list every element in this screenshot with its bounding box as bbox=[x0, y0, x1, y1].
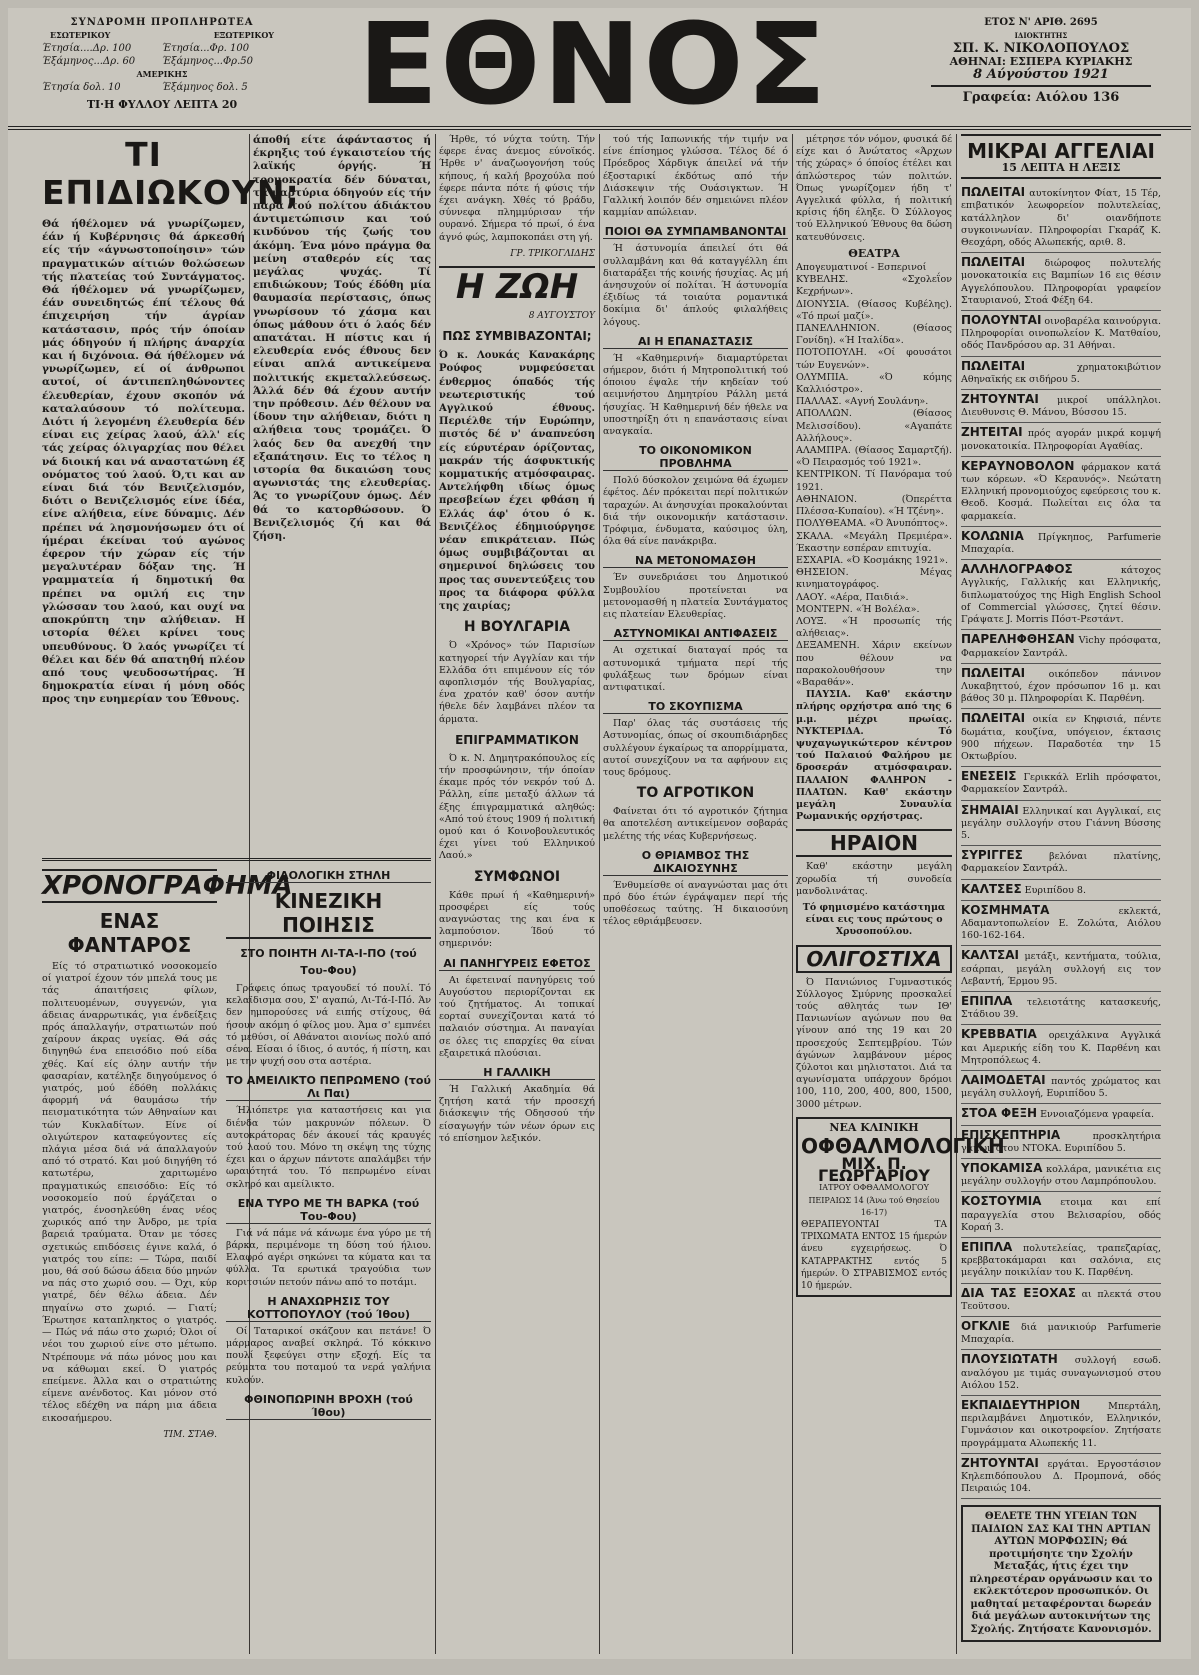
theaters-heading: ΘΕΑΤΡΑ bbox=[848, 246, 900, 260]
classified-ad bbox=[961, 527, 1161, 560]
classified-ad-text: οικόπεδον πάνινον Λυκαβηττού, έχον πρόσωπον 16 μ. και βάθος 30 μ. Πληροφορίαι Κ. Παρθένη. bbox=[961, 668, 1161, 705]
classified-ad-text: Γερικκάλ Erlih πρόσφατοι, Φαρμακείον Σαντράλ. bbox=[961, 772, 1161, 796]
theater-item: ΑΛΑΜΠΡΑ. (Θίασος Σαμαρτζή). «Ό Πειρασμός τού 1921». bbox=[796, 445, 952, 469]
oligostixa-body: Ό Πανιώνιος Γυμναστικός Σύλλογος Σμύρνης προσκαλεί τούς αθλητάς των ΙΘ' Πανιωνίων αγώνων που θα γίνουν από της 19 και 20 προσεχούς Σεπτεμβρίου. Τών άγώνων λαμβάνουν μέρος ζύλοτοι και μηλιστατοι. Διά τα αγωνίσματα υπάρχουν δρόμοι 100, 110, 200, 400, 800, 1500, 3000 μέτρων. bbox=[796, 976, 952, 1110]
rate-cell: Έτησία....Δρ. 100 bbox=[42, 43, 132, 54]
classified-ad-text: Ευριπίδου 8. bbox=[1021, 884, 1086, 896]
classified-ad-text: Μπερτάλη, περιλαμβάνει Δημοτικόν, Ελληνικόν, Γυμνάσιον και οικοτροφείον. Ζητήσατε προγράμματα Αλωπεκής 11. bbox=[961, 1401, 1161, 1449]
classified-ad bbox=[961, 664, 1161, 710]
classified-ad-text: Ελληνικαί και Αγγλικαί, εις μεγάλην συλλογήν στου Γιάννη Βύσσης 5. bbox=[961, 805, 1161, 841]
classified-ad-keyword: ΥΠΟΚΑΜΙΣΑ bbox=[961, 1161, 1043, 1175]
article-heading: ΝΑ ΜΕΤΟΝΟΜΑΣΘΗ bbox=[603, 554, 788, 568]
classified-ad-keyword: ΕΠΙΠΛΑ bbox=[961, 1240, 1013, 1255]
clinic-label: ΝΕΑ ΚΛΙΝΙΚΗ bbox=[829, 1120, 919, 1134]
classified-ad bbox=[961, 560, 1161, 630]
theater-item: ΑΠΟΛΛΩΝ. (Θίασος Μελισσίδου). «Αγαπάτε Αλλήλους». bbox=[796, 408, 952, 444]
classified-ad-text: κολλάρα, μανικέτια εις μεγάλην συλλογήν στου Λαμπρόπουλου. bbox=[961, 1164, 1161, 1188]
classified-ad-text: ορειχάλκινα Αγγλικά και Αμερικής είδη του Κ. Παρθένη και Μητροπόλεως 4. bbox=[961, 1030, 1161, 1066]
classified-ad bbox=[961, 767, 1161, 800]
theater-item: ΜΟΝΤΕΡΝ. «Ή Βολέλα». bbox=[796, 603, 920, 615]
poem-title: ΤΟ ΑΜΕΙΛΙΚΤΟ ΠΕΠΡΩΜΕΝΟ (τού Λι Παι) bbox=[226, 1074, 431, 1101]
theater-item: Απογευματινοί - Εσπερινοί bbox=[796, 262, 927, 274]
classified-ad-text: μετάξι, κεντήματα, τούλια, εσάρπαι, μεγάλη συλλογή εις τον Λεβαντή, Έρμου 95. bbox=[961, 951, 1161, 987]
classified-ad-keyword: ΠΩΛΕΙΤΑΙ bbox=[961, 665, 1026, 680]
article-body: Αι σχετικαί διαταγαί πρός τα αστυνομικά τμήματα περί τής φυλάξεως των δρόμων είναι αντιφατικαί. bbox=[603, 645, 788, 693]
classified-ad-text: διά μανικιούρ Parfumerie Μπαχαρία. bbox=[961, 1322, 1161, 1346]
article-body: Ό κ. Λουκάς Κανακάρης Ρούφος νυμφεύσεται ένθερμος όπαδός τής νεωτεριστικής τού Αγγλικού έθνους. Περιέλθε τήν Ευρώπην, πιστός δέ ν' άναπνεύση είς εύρυτέραν όρίζοντας, μακράν τής άσφυκτικής κομματικής ατμόσφαιρας. Αντελήφθη ιδίως όμως πρεσβείων έχει φθάση ή Ελλάς άφ' ότου ό κ. Βενιζέλος έδημιούργησε νέαν επικράτειαν. Πώς όμως συμβιβάζονται αι σημερινοί δηλώσεις του προς τας συνεντεύξεις του προς τα διάφορα φύλλα της χαιρίας; bbox=[439, 350, 595, 613]
lead-article-continued bbox=[253, 134, 431, 854]
classifieds-list bbox=[961, 183, 1161, 1499]
theater-item: ΟΛΥΜΠΙΑ. «Ό κόμης Καλλιόστρο». bbox=[796, 371, 952, 396]
chinese-poetry-title: ΚΙΝΕΖΙΚΗ ΠΟΙΗΣΙΣ bbox=[226, 889, 431, 939]
column-rule bbox=[792, 134, 793, 1654]
philology-section bbox=[226, 863, 431, 1653]
theater-item: ΕΣΧΑΡΙΑ. «Ό Κοσμάκης 1921». bbox=[796, 554, 948, 566]
classified-ad bbox=[961, 880, 1161, 901]
classified-ad bbox=[961, 457, 1161, 527]
article-body: Έν συνεδριάσει του Δημοτικού Συμβουλίου προτείνεται να μετονομασθή η πλατεία Συντάγματος εις πλατείαν Ελευθερίας. bbox=[603, 572, 788, 621]
classified-ad bbox=[961, 1396, 1161, 1454]
chronographima-signature: ΤΙΜ. ΣΤΑΘ. bbox=[163, 1429, 217, 1440]
classified-ad bbox=[961, 1238, 1161, 1284]
article-heading: Η ΓΑΛΛΙΚΗ bbox=[439, 1066, 595, 1080]
subscription-box bbox=[42, 16, 282, 111]
article-body: Φαίνεται ότι τό αγροτικόν ζήτημα θα αποτελέση αντικείμενον σοβαράς μελέτης τής νέας Κυβερνήσεως. bbox=[603, 806, 788, 842]
classified-ad-text: οινοβαρέλα καινούργια. Πληροφορίαι οινοπωλείον Κ. Ματθαίου, οδός Πανδρόσου αρ. 31 Αθήναι. bbox=[961, 316, 1162, 352]
article-body: Παρ' όλας τάς συστάσεις τής Αστυνομίας, όπως οί σκουπιδιάρηδες συλλέγουν έγκαίρως τα απορρίμματα, αυτοί συνεχίζουν να τα αφήνουν εις τους δρόμους. bbox=[603, 718, 788, 778]
classified-ad-text: αυτοκίνητον Φίατ, 15 Τέρ, επιβατικόν λεωφορείον πολυτελείας, κατάλληλον δι' οιανδήποτε συγκοινωνίαν. Πληροφορίαι Γκαράζ Κ. Θεοχάρη, οδός Αλωπεκής, αριθ. 8. bbox=[961, 188, 1161, 249]
issue-date: 8 Αύγούστου 1921 bbox=[973, 67, 1109, 82]
store-ad: Τό φημισμένο κατάστημα είναι εις τους πρώτους ο Χρυσοπούλου. bbox=[802, 901, 946, 938]
article-body: Ένθυμείσθε οί αναγνώσται μας ότι πρό δύο έτών έγράψαμεν περί τής υποθέσεως ταύτης. Ή δικαιοσύνη τέλος εθριάμβευσεν. bbox=[603, 879, 788, 928]
classified-ad-text: χρηματοκιβώτιον Αθηναϊκής εκ σιδήρου 5. bbox=[961, 361, 1161, 385]
classified-ad-text: πολυτελείας, τραπεζαρίας, κρεββατοκάμαραι και σαλόνια, εις μεγάλην ποικιλίαν του Κ. Παρθένη. bbox=[961, 1243, 1161, 1279]
classified-ad bbox=[961, 253, 1161, 311]
col-interior-label: ΕΣΩΤΕΡΙΚΟΥ bbox=[50, 30, 111, 40]
owner-label: ΙΔΙΟΚΤΗΤΗΣ bbox=[1014, 31, 1068, 40]
column-4 bbox=[603, 134, 788, 1654]
philology-column-label: ΦΙΛΟΛΟΓΙΚΗ ΣΤΗΛΗ bbox=[226, 869, 431, 883]
classified-ad-text: συλλογή εσωδ. αναλόγου με τιμάς συναγωνισμού στου Αιόλου 152. bbox=[961, 1355, 1161, 1391]
classified-ad bbox=[961, 992, 1161, 1025]
classified-ad-keyword: ΚΟΣΜΗΜΑΤΑ bbox=[961, 902, 1050, 917]
article-body: Αι έφετειναί πανηγύρεις τού Αυγούστου περιορίζονται εκ τού ζητήματος. Αι τοπικαί εορταί συνεχίζονται κατά τό παλαιόν σύστημα. Αι παναγίαι σε όλες τις επαρχίες θα είναι εξαιρετικά πλούσιαι. bbox=[439, 974, 595, 1059]
classifieds-subtitle: 15 ΛΕΠΤΑ Η ΛΕΞΙΣ bbox=[961, 162, 1161, 179]
classified-ad-keyword: ΠΑΡΕΛΗΦΘΗΣΑΝ bbox=[961, 632, 1075, 647]
classified-ad-text: Πρίγκηπος, Parfumerie Μπαχαρία. bbox=[961, 531, 1161, 556]
classified-ad bbox=[961, 801, 1161, 847]
classified-ad-keyword: ΚΡΕΒΒΑΤΙΑ bbox=[961, 1027, 1037, 1042]
classified-ad-keyword: ΕΠΙΣΚΕΠΤΗΡΙΑ bbox=[961, 1127, 1061, 1142]
classified-ad-keyword: ΠΩΛΕΙΤΑΙ bbox=[961, 711, 1026, 726]
classified-ad-text: φάρμακον κατά των κόρεων. «Ό Κεραυνός». Νεώτατη Ελληνική προνομιούχος εφεύρεσις του κ. Θεοδ. Κοσμά. Πωλείται εις όλα τα φαρμακεία. bbox=[961, 461, 1161, 522]
classified-ad bbox=[961, 901, 1161, 947]
theater-item: ΔΕΞΑΜΕΝΗ. Χάριν εκείνων που θέλουν να παρακολουθήσουν την «Βαραθάν». bbox=[796, 640, 952, 688]
theater-item: ΚΥΒΕΛΗΣ. «Σχολεΐον Κεχρήνων». bbox=[796, 274, 952, 298]
classified-ad-text: εργάται. Εργοστάσιον Κηλεπιδόπουλου Δ. Προμπονά, οδός Πειραιώς 104. bbox=[961, 1458, 1161, 1495]
chronographima-subtitle: ΕΝΑΣ ΦΑΝΤΑΡΟΣ bbox=[67, 909, 192, 957]
classified-ad-keyword: ΑΛΛΗΛΟΓΡΑΦΟΣ bbox=[961, 562, 1073, 577]
issue-info bbox=[931, 16, 1151, 104]
zoi-section-title: Η ΖΩΗ bbox=[439, 266, 595, 306]
classified-ad-keyword: ΚΑΛΤΣΕΣ bbox=[961, 881, 1022, 896]
rate-cell: Έτησία...Φρ. 100 bbox=[162, 43, 250, 54]
rate-cell: Έξάμηνος...Φρ.50 bbox=[162, 56, 253, 67]
column-3 bbox=[439, 134, 595, 1654]
classified-ad-keyword: ΕΠΙΠΛΑ bbox=[961, 993, 1013, 1008]
article-body: Ή άστυνομία άπειλεί ότι θά συλλαμβάνη και θά καταγγέλλη έπι διαταράξει τής κοινής ήσυχίας. Ας μή άνησυχούν οί πολίται. Ή άστυνομία έξιδίως τά τοιαύτα ρομαντικά δοκίμια δι' άπλούς φιλαλήθεις λόγους. bbox=[603, 243, 788, 328]
classified-ad bbox=[961, 357, 1161, 390]
theater-item: ΑΘΗΝΑΙΟΝ. (Όπερέττα Πλέσσα-Κυπαίου). «Ή Τζένη». bbox=[796, 493, 952, 518]
feuilleton-text: Ήρθε, τό νύχτα τούτη. Τήν έφερε ένας άνεμος εύνοϊκός. Ήρθε ν' άναζωογονήση τούς κήπους, ή καλή βροχούλα πού έφερε πάντα πότε ή φύσις τήν έχει ανάγκη. Χθές τό βράδυ, σύννεφα πλημμύρισαν τήν ουρανό. Σήμερα τό πρωί, ό ένα άγνό φώς, λαμποκοπάει στη γή. bbox=[439, 134, 595, 243]
classified-ad-text: ετοιμα και επί παραγγελία στου Βελισαρίου, οδός Κοραή 3. bbox=[961, 1197, 1161, 1233]
classified-ad-text: παντός χρώματος και μεγάλη συλλογή, Ευριπίδου 5. bbox=[961, 1075, 1161, 1100]
school-ad: ΘΕΛΕΤΕ ΤΗΝ ΥΓΕΙΑΝ ΤΩΝ ΠΑΙΔΙΩΝ ΣΑΣ ΚΑΙ ΤΗΝ ΑΡΤΙΑΝ ΑΥΤΩΝ ΜΟΡΦΩΣΙΝ; Θά προτιμήσητε την Σχολήν Μεταξάς, ήτις έχει την πληρεστέραν οργάνωσιν και το εκλεκτότερον προσωπικόν. Οι μαθηταί μεταφέρονται δωρεάν διά μεγάλων αυτοκινήτων της Σχολής. Ζητήσατε Κανονισμόν. bbox=[961, 1505, 1161, 1642]
article-heading: ΕΠΙΓΡΑΜΜΑΤΙΚΟΝ bbox=[455, 732, 579, 747]
article-heading: ΠΩΣ ΣΥΜΒΙΒΑΖΟΝΤΑΙ; bbox=[442, 329, 592, 344]
classified-ad-keyword: ΠΩΛΕΙΤΑΙ bbox=[961, 358, 1026, 373]
classified-ad-keyword: ΚΑΛΤΣΑΙ bbox=[961, 948, 1020, 963]
column-rule bbox=[956, 134, 957, 1654]
owner-name: ΣΠ. Κ. ΝΙΚΟΛΟΠΟΥΛΟΣ bbox=[952, 41, 1130, 56]
classified-ad-text: προσκλητήρια γάμων στου ΝΤΟΚΑ. Ευριπίδου 5. bbox=[961, 1130, 1161, 1154]
article-heading: ΠΟΙΟΙ ΘΑ ΣΥΜΠΑΜΒΑΝΟΝΤΑΙ bbox=[604, 225, 787, 239]
masthead bbox=[8, 0, 1191, 130]
article-body: Ή Γαλλική Ακαδημία θά ζητήση κατά τήν προσεχή διάσκεψιν τής Οδησσού τήν είσαγωγήν τών νέων όρων εις τό επίσημον λεξικόν. bbox=[439, 1083, 595, 1144]
lead-article-body: Θά ήθέλομεν νά γνωρίζωμεν, έάν ή Κυβέρνησις θά άρκεσθή είς τήν «άγνωστοποίησιν» τών πραγματικών αίτιών θολώσεων τής πλατείας τού Συντάγματος. Θά ήθέλομεν νά γνωρίζωμεν, έάν συνειδητώς έπί τέλους θά έπιχειρήση τήν άγρίαν κατάστασιν, πρός τήν όποίαν μάς όδηγούν ή πλήρης άναρχία και ή διχόνοια. Θά ήθέλομεν νά γνωρίζωμεν, εί οί άνθρωποι αυτοί, οί άντιπεπληθώνοντες έλευθερίαν, έχουν σκοπόν νά καταλαύσουν τό πολίτευμα. Διότι ή λεγομένη έλευθερία δέν είναι εις χείρας λαού, άλλ' είς τάς χείρας όλιγαρχίας που θέλει νά διοική και νά αναστατώνη έξ ονόματος τού λαού. Ό,τι και αν είναι διά τόν Βενιζελισμόν, διότι ο Βενιζελισμός είνε ίδέα, είνε αλήθεια, είνε δύναμις. Δέν πρέπει νά λησμονήσωμεν ότι οί ήμέραι έκείναι τού αγώνος έφερον τήν χώραν είς τήν μεγαλυτέραν δόξαν της. Ή γραμματεία ή δημοτική θα πρέπει να ομιλή εις την γλώσσαν του λαού, και ουχί να αποκρύπτη την αλήθειαν. Η ιστορία θέλει κρίνει τους υπευθύνους. Ό λαός γνωρίζει τί θέλει και δέν θά απατηθή πλέον από τους ψευδοσωτήρας. Ή δημοκρατία είναι ή μόνη οδός προς την ευημερίαν του Έθνους. bbox=[42, 218, 245, 706]
classified-ad-keyword: ΠΩΛΕΙΤΑΙ bbox=[961, 255, 1026, 270]
rate-cell: Έτησία δολ. 10 bbox=[42, 82, 121, 93]
classified-ad bbox=[961, 1192, 1161, 1238]
column-rule bbox=[599, 134, 600, 1654]
article-body: Ό κ. Ν. Δημητρακόπουλος είς τήν προσφώνησιν, τήν όποίαν έκαμε πρός τόν νεκρόν τού Δ. Ράλλη, είπε μεταξύ άλλων τά έξης έπιγραμματικά αληθώς: «Από τού έτους 1909 ή πολιτική ομού και ό Κοινοβουλευτικός έχει γίνει τού Ελληνικού Λαού.» bbox=[439, 752, 595, 862]
classified-ad-keyword: ΖΗΤΕΙΤΑΙ bbox=[961, 425, 1023, 440]
article-heading: ΑΙ ΠΑΝΗΓΥΡΕΙΣ ΕΦΕΤΟΣ bbox=[439, 957, 595, 971]
classified-ad-text: εκλεκτά, Αδαμαντοπωλείον Ε. Ζολώτα, Αιόλου 160-162-164. bbox=[961, 905, 1161, 942]
classified-ad-keyword: ΠΩΛΕΙΤΑΙ bbox=[961, 185, 1026, 200]
classified-ad-text: τελειοτάτης κατασκευής, Στάδιου 39. bbox=[961, 996, 1161, 1021]
classified-ad-keyword: ΟΓΚΛΙΕ bbox=[961, 1319, 1011, 1334]
classified-ad-text: διώροφος πολυτελής μονοκατοικία εις Βαμπίων 16 εις θέσιν Αγγελόπουλου. Πληροφορίαι γραφείον Σταυριανού, Στοά Φέξη 64. bbox=[961, 258, 1161, 306]
theaters-list bbox=[796, 262, 952, 689]
article-heading: ΑΙ Η ΕΠΑΝΑΣΤΑΣΙΣ bbox=[603, 335, 788, 349]
classified-ad bbox=[961, 1454, 1161, 1500]
oligostixa-heading: ΟΛΙΓΟΣΤΙΧΑ bbox=[796, 945, 952, 973]
theater-item: ΠΑΛΛΑΣ. «Αγνή Σουλάνη». bbox=[796, 396, 929, 408]
column-rule bbox=[435, 134, 436, 1654]
chronographima-section bbox=[42, 863, 293, 1653]
classified-ad bbox=[961, 1071, 1161, 1104]
classified-ad bbox=[961, 183, 1161, 253]
clinic-address: ΙΑΤΡΟΥ ΟΦΘΑΛΜΟΛΟΓΟΥ ΠΕΙΡΑΙΩΣ 14 (Άνω τού Θησείου 16-17) bbox=[808, 1183, 940, 1217]
article-body: Ή «Καθημερινή» διαμαρτύρεται σήμερον, διότι ή Μητροπολιτική τού όποιου έψαλε τήν κηδείαν τού αειμνήστου Δημητρίου Ράλλη μετά ήσυχίας. Ή Καθημερινή δέν ήθελε να υποστηρίξη ότι η επανάστασις είναι αναγκαία. bbox=[603, 352, 788, 438]
classified-ad-text: μικροί υπάλληλοι. Διευθυνσις Θ. Μάνου, Βύσσου 15. bbox=[961, 395, 1161, 419]
classified-ad bbox=[961, 311, 1161, 357]
article-body: Ό «Χρόνος» τών Παρισίων κατηγορεί τήν Αγγλίαν και τήν Ελλάδα ότι επιμένουν είς τόν αφοπλισμόν τής Βουλγαρίας, ένα χρατόν καθ' όσον αυτήν ήθελε δέν λαμβάνει πλέον τα άρματα. bbox=[439, 640, 595, 725]
poem-body: Ήλιόπετρε για καταστήσεις και για διένδα τών μακρυνών πόλεων. Ό αυτοκράτορας δέν άκουεί τάς κραυγές τού λαού του. Μόνο τη σκέψη της τύχης έχει και ο άρχων πάντοτε απαλάμβει τήν ωραιότητά του. Τό πεπρωμένο είναι σκληρό και αμείλικτο. bbox=[226, 1105, 431, 1190]
article-body: τού τής Ιαπωνικής τήν τιμήν να είνε έπίσημος γλώσσα. Τέλος δέ ό Πρόεδρος Χάρδιγκ άπειλεί νά τήν έξοσταρικί έκδότως από τήν Διάσκεψιν τής Ουάσιγκτων. Ή Γαλλική λοιπόν δέν σημειώνει πλέον καμμίαν απώλειαν. bbox=[603, 134, 788, 219]
classified-ad-text: αι πλεκτά στου Τεοϋτσου. bbox=[961, 1288, 1162, 1312]
classified-ad-keyword: ΚΕΡΑΥΝΟΒΟΛΟΝ bbox=[961, 458, 1075, 473]
theater-item: ΣΚΑΛΑ. «Μεγάλη Πρεμιέρα». Έκαστην εσπέραν επιτυχία. bbox=[796, 530, 952, 554]
hraion-body: Καθ' εκάστην μεγάλη χορωδία τή συνοδεία μανδολινάτας. bbox=[796, 861, 952, 897]
classified-ad bbox=[961, 946, 1161, 992]
rate-cell: Έξάμηνος δολ. 5 bbox=[162, 82, 248, 93]
article-heading: ΣΥΜΦΩΝΟΙ bbox=[473, 868, 561, 885]
classified-ad-keyword: ΣΥΡΙΓΓΕΣ bbox=[961, 848, 1023, 863]
poem-title: Η ΑΝΑΧΩΡΗΣΙΣ ΤΟΥ ΚΟΤΤΟΠΟΥΛΟΥ (τού Ίθου) bbox=[226, 1295, 431, 1322]
article-heading: ΤΟ ΟΙΚΟΝΟΜΙΚΟΝ ΠΡΟΒΛΗΜΑ bbox=[603, 444, 788, 471]
poem-body: Γράφεις όπως τραγουδεί τό πουλί. Τό κελαϊδισμα σου, Σ' αγαπώ, Λι-Τά-Ι-Πό. Άν δεν ημπορούσες νά ειπής στίχους, θά ήσουν ακόμη ό φίλος μου. Άμα σ' εμπνέει τό μεθύσι, οί Αθάνατοι αιονίως πολύ από σένα. Είσαι ό ίδιος, ό αυτός, ή πίστη, και με την ψυχή σου στα αστέρια. bbox=[226, 983, 431, 1068]
classified-ad-keyword: ΠΟΛΟΥΝΤΑΙ bbox=[961, 313, 1042, 328]
feuilleton-signature: ΓΡ. ΤΡΙΚΟΓΛΙΔΗΣ bbox=[510, 248, 595, 259]
article-body: Κάθε πρωί ή «Καθημερινή» προσφέρει είς τούς αναγνώστας της και ένα κ λαμπούσιον. Ίδού τό σημερινόν: bbox=[439, 889, 595, 950]
classified-ad-keyword: ΖΗΤΟΥΝΤΑΙ bbox=[961, 392, 1039, 407]
article-heading: ΤΟ ΣΚΟΥΠΙΣΜΑ bbox=[603, 700, 788, 714]
theater-item: ΔΙΟΝΥΣΙΑ. (Θίασος Κυβέλης). «Τό πρωί μαζί». bbox=[796, 298, 952, 322]
city-line: ΑΘΗΝΑΙ: ΕΣΠΕΡΑ ΚΥΡΙΑΚΗΣ bbox=[949, 55, 1133, 68]
classified-ad bbox=[961, 390, 1161, 423]
classified-ad bbox=[961, 1317, 1161, 1350]
classified-ad-text: Vichy πρόσφατα, Φαρμακείον Σαντράλ. bbox=[961, 635, 1161, 659]
article-heading: ΑΣΤΥΝΟΜΙΚΑΙ ΑΝΤΙΦΑΣΕΙΣ bbox=[603, 627, 788, 641]
article-body: Πολύ δύσκολον χειμώνα θά έχωμεν έφέτος. Δέν πρόκειται περί πολιτικών ταραχών. Αι άνησυχίαι προκαλούνται διά τήν οικονομικήν κατάστασιν. Τρόφιμα, ένδυματα, καύσιμος ύλη, όλα θά είνε πανάκριβα. bbox=[603, 475, 788, 548]
classified-ad bbox=[961, 1025, 1161, 1071]
classified-ad-keyword: ΕΚΠΑΙΔΕΥΤΗΡΙΟΝ bbox=[961, 1398, 1081, 1413]
hraion-heading: ΗΡΑΙΟΝ bbox=[796, 829, 952, 857]
classified-ad bbox=[961, 630, 1161, 663]
classified-ad-keyword: ΣΗΜΑΙΑΙ bbox=[961, 802, 1019, 817]
classified-ad-keyword: ΚΟΛΩΝΙΑ bbox=[961, 528, 1024, 543]
poem-body: Οί Ταταρικοί σκάζουν και πετάνε! Ό μάρμαρος αναβεί σκληρά. Τό κόκκινο πουλί ξεφεύγει στην εξοχή. Είς τα ρεύματα του ποταμού τα νερά γαλήνια κυλούν. bbox=[226, 1325, 431, 1386]
col-exterior-label: ΕΞΩΤΕΡΙΚΟΥ bbox=[213, 30, 274, 40]
classified-ad-keyword: ΣΤΟΑ ΦΕΞΗ bbox=[961, 1106, 1038, 1121]
chronographima-body: Είς τό στρατιωτικό νοσοκομείο οί γιατροί έχουν τόν μπελά τους με τάς άπαιτήσεις φίλων, πολιτευομένων, συγγενών, για άδειας άναρρωτικάς, για ένδείξεις πρός άπαλλαγήν, στρατιωτών πού χαίρουν άκρας υγείας. Θά σάς διηγηθώ ένα επεισόδιο πού είδα χθές. Καί είς όλην αυτήν τήν φασαρίαν, κατέληξε διηγούμενος ό γιατρός, μού έδόθη πολλάκις άφορμή νά θαυμάσω τήν πεισματικότητα τών Αθηναίων και τών Κυκλαδίτων. Είνε οί ολιγώτερον καταφεύγοντες είς πλάγια μέσα διά νά άπαλλαγούν από τό στρατό. Και μού διηγήθη τό κατωτέρω, χαριτωμένο πραγματικώς επεισόδιο: Είς τό νοσοκομείο πού έργάζεται ο γιατρός, ένοσηλεύθη ένας νέος χωρικός από την Άνδρο, με τρία βαρειά τραύματα. Όταν με τόσες σχετικώς επιδόσεις έγινε καλά, ό γιατρός του είπε: — Τώρα, παιδί μου, θά σού δώσω άδεια δύο μηνών να πάς στο χωριό σου. — Όχι, κύρ γιατρέ, δέν θέλω άδεια. Δέν πηγαίνω στο χωριό. — Γιατί; Έρωτησε καταπληκτος ο γιατρός. — Πώς νά πάω στο χωριό; Όλοι οί νέοι του χωριού είνε στο μέτωπο. Ντρέπουμε νά πάω μόνος μου και να κάθωμαι εκεί. Ό γιατρός επείμενε. Άλλα και ο στρατιώτης είμενε ανένδοτος. Και μόνον στό τέλος εδέχθη να πάρη μια άδεια εικοσαήμερου. bbox=[42, 961, 217, 1424]
theater-item: ΠΟΤΟΠΟΥΛΗ. «Οί φουσάτοι τών Ευγενών». bbox=[796, 347, 952, 371]
classified-ad-text: βελόναι πλατίνης, Φαρμακείον Σαντράλ. bbox=[961, 851, 1161, 875]
classified-ad-text: πρός αγοράν μικρά κομψή μονοκατοικία. Πληροφορίαι Αγαθίας. bbox=[961, 428, 1161, 452]
poem-title: ΣΤΟ ΠΟΙΗΤΗ ΛΙ-ΤΑ-Ι-ΠΟ (τού Του-Φου) bbox=[240, 947, 417, 977]
classifieds-column bbox=[961, 134, 1161, 1654]
lead-article-title: ΤΙ ΕΠΙΔΙΩΚΟΥΝ; bbox=[42, 135, 300, 212]
classified-ad-text: κάτοχος Αγγλικής, Γαλλικής και Ελληνικής, διπλωματούχος της High English School of Commercial γλώσσες, ζητεί θέσιν. Γράψατε J. Morris Πόστ-Ρεστάντ. bbox=[961, 565, 1161, 626]
zoi-date: 8 ΑΥΓΟΥΣΤΟΥ bbox=[528, 311, 595, 322]
newspaper-logo: ΕΘΝΟΣ bbox=[357, 0, 829, 130]
clinic-body: ΘΕΡΑΠΕΥΟΝΤΑΙ ΤΑ ΤΡΙΧΩΜΑΤΑ ΕΝΤΟΣ 15 ήμερών άνευ εγχειρήσεως. Ό ΚΑΤΑΡΡΑΚΤΗΣ εντός 5 ήμερών. Ό ΣΤΡΑΒΙΣΜΟΣ εντός 10 ήμερών. bbox=[801, 1220, 947, 1292]
rate-cell: Έξάμηνος...Δρ. 60 bbox=[42, 56, 136, 67]
offices-address: Γραφεία: Αιόλου 136 bbox=[962, 90, 1120, 105]
classified-ad-keyword: ΖΗΤΟΥΝΤΑΙ bbox=[961, 1455, 1039, 1470]
classified-ad bbox=[961, 1350, 1161, 1396]
classified-ad-keyword: ΠΛΟΥΣΙΩΤΑΤΗ bbox=[961, 1352, 1058, 1367]
lead-article-body-cont: άποθή είτε άφάνταστος ή έκρηξις τού έγκαιστείου τής λαϊκής όργής. Ή τρομοκρατία δέν δύναται, τά μαρτύρια όδηγούν είς τήν παρά τού πολίτου άδιάκτου άντιμετώπισιν και τού κινδύνου τής ζωής του άκόμη. Ένα μόνο πράγμα θα μείνη σταθερόν είς τας μεγάλας ψυχάς. Τί επιδιώκουν; Τούς έδόθη μία θαυμασία περίστασις, όπως γνωρίσουν τό χάσμα και όπως μάθουν ότι ό λαός δέν απατάται. Η πίστις και ή ελευθερία ενός έθνους δεν είναι απλά αντικείμενα πολιτικής εκμεταλλεύσεως. Άλλά δέν θά έχουν αυτήν την πρόθεσιν. Δέν θέλουν να ίδουν την αλήθειαν, διότι η αλήθεια τους τρομάζει. Ό λαός δεν θα ανεχθή την εξαπάτησιν. Εις το τέλος η ιστορία θα δικαιώση τους αγωνιστάς της ελευθερίας. Άς το γνωρίζουν όμως. Δέν θά το κατορθώσουν. Ό Βενιζελισμός ζή και θά ζήση. bbox=[253, 134, 431, 543]
entertainment-listings: ΠΑΥΣΙΑ. Καθ' εκάστην πλήρης ορχήστρα από της 6 μ.μ. μέχρι πρωίας. ΝΥΚΤΕΡΙΔΑ. Τό ψυχαγωγικώτερον κέντρον τού Παλαιού Φαλήρου με δροσεράν ατμόσφαιραν. ΠΑΛΑΙΟΝ ΦΑΛΗΡΟΝ - ΠΛΑΤΩΝ. Καθ' εκάστην μεγάλη Συναυλία Ρωμανικής ορχήστρας. bbox=[796, 689, 952, 823]
classified-ad bbox=[961, 1104, 1161, 1125]
poem-title: ΕΝΑ ΤΥΡΟ ΜΕ ΤΗ ΒΑΡΚΑ (τού Του-Φου) bbox=[226, 1197, 431, 1224]
classified-ad bbox=[961, 1126, 1161, 1159]
theater-item: ΛΑΟΥ. «Αέρα, Παιδιά». bbox=[796, 591, 909, 603]
theater-item: ΘΗΣΕΙΟΝ. Μέγας κινηματογράφος. bbox=[796, 567, 952, 591]
classified-ad-text: οικία εν Κηφισιά, πέντε δωμάτια, κουζίνα, υπόγειον, έκτασις 900 πήχεων. Παραδοτέα την 15 Οκτωβρίου. bbox=[961, 714, 1161, 762]
poem-title: ΦΘΙΝΟΠΩΡΙΝΗ ΒΡΟΧΗ (τού Ίθου) bbox=[226, 1393, 431, 1420]
classified-ad-keyword: ΛΑΙΜΟΔΕΤΑΙ bbox=[961, 1072, 1046, 1087]
classified-ad bbox=[961, 423, 1161, 456]
classified-ad bbox=[961, 846, 1161, 879]
theater-item: ΠΑΝΕΛΛΗΝΙΟΝ. (Θίασος Γονίδη). «Ή Ιταλίδα». bbox=[796, 323, 952, 347]
rate-cell: ΑΜΕΡΙΚΗΣ bbox=[136, 69, 188, 79]
classified-ad-keyword: ΕΝΕΣΕΙΣ bbox=[961, 769, 1017, 784]
theater-item: ΛΟΥΞ. «Ή προσωπίς τής αλήθειας». bbox=[796, 615, 952, 640]
classified-ad bbox=[961, 1284, 1161, 1317]
classified-ad-keyword: ΚΟΣΤΟΥΜΙΑ bbox=[961, 1194, 1042, 1209]
classified-ad-keyword: ΔΙΑ ΤΑΣ ΕΞΟΧΑΣ bbox=[961, 1285, 1076, 1300]
article-body: μέτρησε τόν νόμον, φυσικά δέ είχε και ό Άνώτατος «Άρχων τής χώρας» ό όποίος έτέλει και άπλώστερος τών πολιτών. Όπως γνωρίζομεν ήδη τ' Αγγελικά φύλλα, ή πολιτική κρίσις ήδη έληξε. Ό Σύλλογος τού Ελληνικού Έθνους θα δώση κατευθύνσεις. bbox=[796, 134, 952, 243]
issue-price: ΤΙ·Η ΦΥΛΛΟΥ ΛΕΠΤΑ 20 bbox=[86, 98, 238, 111]
clinic-doctor: ΜΙΧ. Π. ΓΕΩΡΓΑΡΙΟΥ bbox=[818, 1154, 930, 1186]
newspaper-page bbox=[8, 0, 1191, 1659]
clinic-heading: ΟΦΘΑΛΜΟΛΟΓΙΚΗ bbox=[801, 1134, 1005, 1159]
chronographima-title: ΧΡΟΝΟΓΡΑΦΗΜΑ bbox=[42, 871, 293, 901]
lead-article bbox=[42, 134, 300, 854]
year-line: ΕΤΟΣ Ν' ΑΡΙΘ. 2695 bbox=[984, 17, 1098, 28]
theater-item: ΚΕΝΤΡΙΚΟΝ. Τί Πανόραμα τού 1921. bbox=[796, 469, 952, 493]
article-heading: Η ΒΟΥΛΓΑΡΙΑ bbox=[463, 619, 571, 636]
classified-ad-text: Εννοιαζόμενα γραφεία. bbox=[1037, 1109, 1155, 1121]
article-heading: Ο ΘΡΙΑΜΒΟΣ ΤΗΣ ΔΙΚΑΙΟΣΥΝΗΣ bbox=[603, 849, 788, 876]
section-divider bbox=[42, 858, 431, 861]
article-heading: ΤΟ ΑΓΡΟΤΙΚΟΝ bbox=[636, 785, 755, 802]
classified-ad bbox=[961, 709, 1161, 767]
subscription-header: ΣΥΝΔΡΟΜΗ ΠΡΟΠΛΗΡΩΤΕΑ bbox=[70, 17, 254, 28]
classifieds-title: ΜΙΚΡΑΙ ΑΓΓΕΛΙΑΙ bbox=[961, 134, 1161, 162]
poem-body: Γιά νά πάμε νά κάνωμε ένα γύρο με τή βάρκα, περιμένομε τη δύση τού ήλιου. Ελαφρό αγέρι σηκώνει τα κύματα και τα φύλλα. Τα ερωτικά τραγούδια των κοριτσιών πετούν πάνω από το ποτάμι. bbox=[226, 1227, 431, 1288]
theater-item: ΠΟΛΥΘΕΑΜΑ. «Ό Άνυπόπτος». bbox=[796, 518, 948, 530]
classified-ad bbox=[961, 1159, 1161, 1192]
